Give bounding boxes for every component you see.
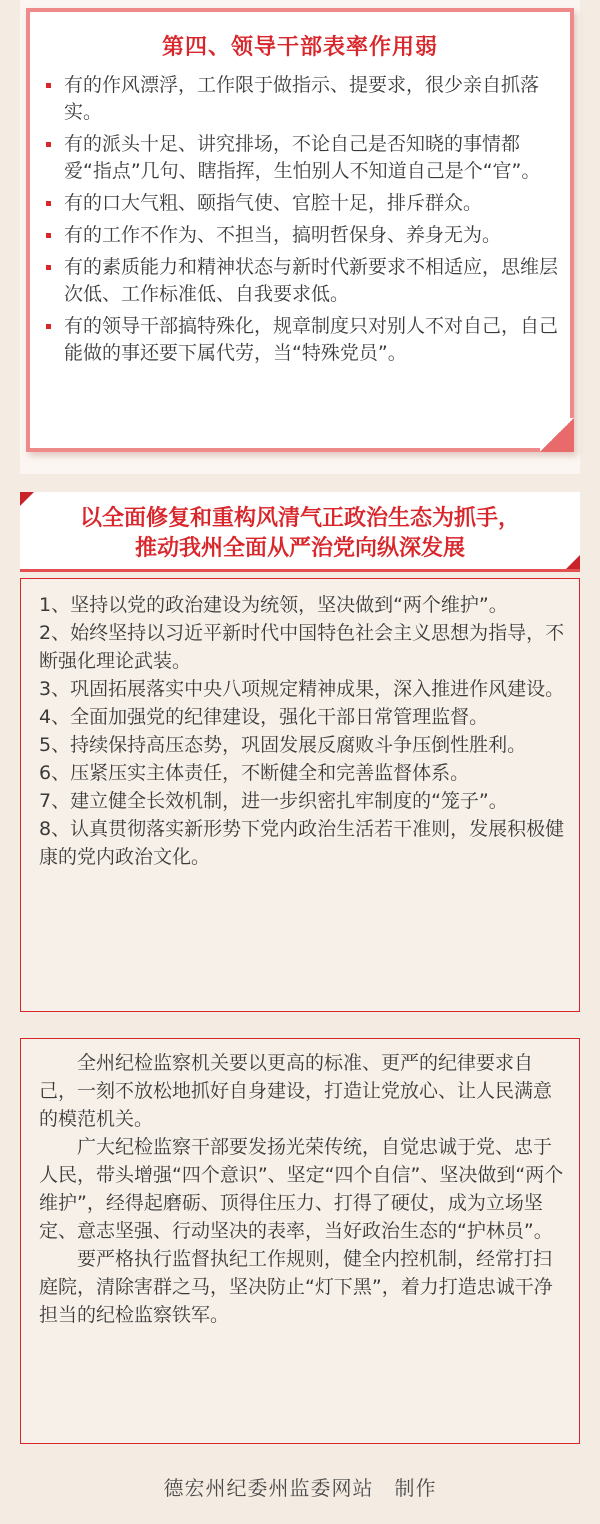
list-item-text: 有的口大气粗、颐指气使、官腔十足，排斥群众。: [64, 192, 483, 214]
list-item-text: 有的工作不作为、不担当，搞明哲保身、养身无为。: [64, 224, 502, 246]
banner-title-line: 以全面修复和重构风清气正政治生态为抓手，: [79, 506, 520, 531]
square-bullet-icon: [46, 201, 51, 206]
page-fold-corner: [540, 418, 574, 452]
measure-item: 2、始终坚持以习近平新时代中国特色社会主义思想为指导，不断强化理论武装。: [39, 622, 565, 672]
list-item-text: 有的派头十足、讲究排场，不论自己是否知晓的事情都爱“指点”几句、瞎指挥，生怕别人不知道自己是个“官”。: [64, 133, 541, 182]
problem-list: [42, 72, 562, 372]
measure-item: 3、巩固拓展落实中央八项规定精神成果，深入推进作风建设。: [39, 678, 565, 700]
corner-triangle-icon: [20, 492, 34, 506]
square-bullet-icon: [46, 83, 51, 88]
measures-list: [39, 591, 569, 871]
section-banner: [20, 492, 580, 572]
paragraph: 要严格执行监督执纪工作规则，健全内控机制，经常打扫庭院，清除害群之马，坚决防止“灯下黑”，着力打造忠诚干净担当的纪检监察铁军。: [39, 1248, 553, 1326]
list-item: [42, 313, 562, 367]
problem-section: [20, 0, 580, 474]
measure-item: 4、全面加强党的纪律建设，强化干部日常管理监督。: [39, 706, 489, 728]
banner-title: [20, 492, 580, 564]
corner-triangle-icon: [566, 555, 580, 569]
note-card: [26, 8, 574, 452]
square-bullet-icon: [46, 233, 51, 238]
list-item: [42, 72, 562, 126]
list-item: [42, 222, 562, 249]
conclusion-text: [39, 1049, 569, 1329]
list-item-text: 有的素质能力和精神状态与新时代新要求不相适应，思维层次低、工作标准低、自我要求低。: [64, 256, 559, 305]
banner-title-line: 推动我州全面从严治党向纵深发展: [134, 536, 465, 561]
list-item-text: 有的领导干部搞特殊化，规章制度只对别人不对自己，自己能做的事还要下属代劳，当“特殊党员”。: [64, 315, 559, 364]
list-item-text: 有的作风漂浮，工作限于做指示、提要求，很少亲自抓落实。: [64, 74, 540, 123]
conclusion-box: [20, 1038, 580, 1444]
measure-item: 5、持续保持高压态势，巩固发展反腐败斗争压倒性胜利。: [39, 734, 527, 756]
paragraph: 全州纪检监察机关要以更高的标准、更严的纪律要求自己，一刻不放松地抓好自身建设，打造让党放心、让人民满意的模范机关。: [39, 1052, 553, 1130]
square-bullet-icon: [46, 142, 51, 147]
list-item: [42, 254, 562, 308]
section-title: 第四、领导干部表率作用弱: [161, 35, 438, 60]
list-item: [42, 131, 562, 185]
paragraph: 广大纪检监察干部要发扬光荣传统，自觉忠诚于党、忠于人民，带头增强“四个意识”、坚定“四个自信”、坚决做到“两个维护”，经得起磨砺、顶得住压力、打得了硬仗，成为立场坚定、意志坚强、行动坚决的表率，当好政治生态的“护林员”。: [39, 1136, 564, 1242]
square-bullet-icon: [46, 265, 51, 270]
measure-item: 1、坚持以党的政治建设为统领，坚决做到“两个维护”。: [39, 594, 508, 616]
measures-box: [20, 578, 580, 1012]
list-item: [42, 190, 562, 217]
footer-credit: 德宏州纪委州监委网站 制作: [163, 1476, 437, 1500]
measure-item: 6、压紧压实主体责任，不断健全和完善监督体系。: [39, 762, 470, 784]
measure-item: 8、认真贯彻落实新形势下党内政治生活若干准则，发展积极健康的党内政治文化。: [39, 818, 565, 868]
measure-item: 7、建立健全长效机制，进一步织密扎牢制度的“笼子”。: [39, 790, 508, 812]
square-bullet-icon: [46, 324, 51, 329]
